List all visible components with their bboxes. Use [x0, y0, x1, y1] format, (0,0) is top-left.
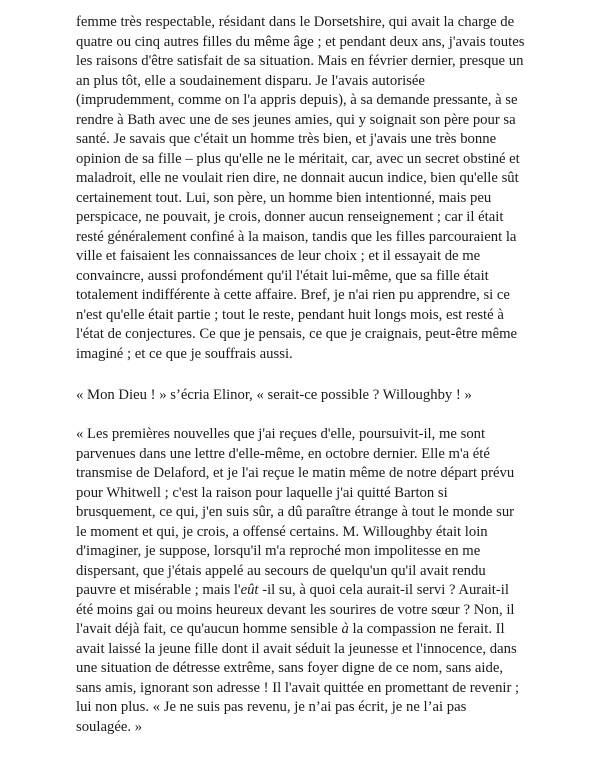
text-line: n'est qu'elle était partie ; tout le reste, pendant huit longs mois, est resté à — [76, 306, 504, 323]
text-line: « Mon Dieu ! » s’écria Elinor, « serait-ce possible ? Willoughby ! » — [76, 387, 472, 403]
paragraph-1 — [76, 13, 532, 364]
text-line: brusquement, ce qui, j'en suis sûr, a dû paraître étrange à tout le monde sur — [76, 504, 515, 520]
text-line: lui non plus. « Je ne suis pas revenu, je n’ai pas écrit, je ne l’ai pas — [76, 699, 467, 715]
text-run: la compassion ne ferait. Il — [348, 621, 505, 637]
text-line: totalement indifférente à cette affaire. Bref, je n'ai rien pu apprendre, si ce — [76, 287, 510, 303]
text-line: resté généralement confiné à la maison, tandis que les filles parcouraient la — [76, 228, 517, 245]
text-line: quatre ou cinq autres filles du même âge ; et pendant deux ans, j'avais toutes — [76, 33, 525, 50]
italic-word: eût — [240, 582, 259, 598]
text-line: dispersant, que j'étais appelé au secours de quelqu'un qu'il avait rendu — [76, 562, 486, 579]
text-line: soulagée. » — [76, 718, 143, 735]
paragraph-3 — [76, 425, 532, 737]
text-line: « Les premières nouvelles que j'ai reçues d'elle, poursuivit-il, me sont — [76, 426, 486, 442]
text-line: le moment et qui, je crois, a offensé certains. M. Willoughby était loin — [76, 523, 488, 540]
text-line: une situation de détresse extrême, sans foyer digne de ce nom, sans aide, — [76, 660, 504, 676]
text-line: imaginé ; et ce que je souffrais aussi. — [76, 345, 293, 362]
text-line: l'état de conjectures. Ce que je pensais, ce que je craignais, peut-être même — [76, 326, 518, 342]
text-line: certainement tout. Lui, son père, un homme bien intentionné, mais peu — [76, 189, 492, 206]
text-line: transmise de Delaford, et je l'ai reçue le matin même de notre départ prévu — [76, 465, 515, 481]
paragraph-2 — [76, 386, 532, 406]
text-line: été moins gai ou moins heureux devant les sourires de votre sœur ? Non, il — [76, 601, 515, 618]
text-line: sans amis, ignorant son adresse ! Il l'avait quittée en promettant de revenir ; — [76, 679, 520, 696]
text-line: d'imaginer, je suppose, lorsqu'il m'a reproché mon impolitesse en me — [76, 543, 481, 559]
text-run: pauvre et misérable ; mais l' — [76, 582, 241, 598]
text-line: maladroit, elle ne voulait rien dire, ne donnait aucun indice, bien qu'elle sût — [76, 170, 519, 186]
italic-word: à — [341, 621, 349, 637]
text-line: perspicace, ne pouvait, je crois, donner aucun renseignement ; car il était — [76, 209, 504, 225]
text-line: pour Whitwell ; c'est la raison pour laquelle j'ai quitté Barton si — [76, 484, 448, 501]
text-run: -il su, à quoi cela aurait-il servi ? Aurait-il — [258, 582, 509, 598]
text-line-with-italic — [76, 620, 532, 640]
text-line: opinion de sa fille – plus qu'elle ne le méritait, car, avec un secret obstiné et — [76, 150, 520, 167]
text-line: an plus tôt, elle a soudainement disparu. Je l'avais autorisée — [76, 72, 425, 89]
text-line: convaincre, aussi profondément qu'il l'était lui-même, que sa fille était — [76, 267, 489, 284]
text-line: les raisons d'être satisfait de sa situation. Mais en février dernier, presque un — [76, 53, 524, 69]
text-line: parvenues dans une lettre d'elle-même, en octobre dernier. Elle m'a été — [76, 445, 490, 462]
text-line: avait laissé la jeune fille dont il avait séduit la jeunesse et l'innocence, dans — [76, 640, 517, 657]
text-line: ville et faisaient les connaissances de leur choix ; et il essayait de me — [76, 248, 481, 264]
text-line: (imprudemment, comme on l'a appris depuis), à sa demande pressante, à se — [76, 92, 518, 108]
text-line-with-italic — [76, 581, 532, 601]
text-line: femme très respectable, résidant dans le Dorsetshire, qui avait la charge de — [76, 14, 515, 30]
text-line: santé. Je savais que c'était un homme très bien, et j'avais une très bonne — [76, 131, 497, 147]
text-line: rendre à Bath avec une de ses jeunes amies, qui y soignait son père pour sa — [76, 111, 516, 128]
text-run: l'avait déjà fait, ce qu'aucun homme sensible — [76, 621, 342, 637]
